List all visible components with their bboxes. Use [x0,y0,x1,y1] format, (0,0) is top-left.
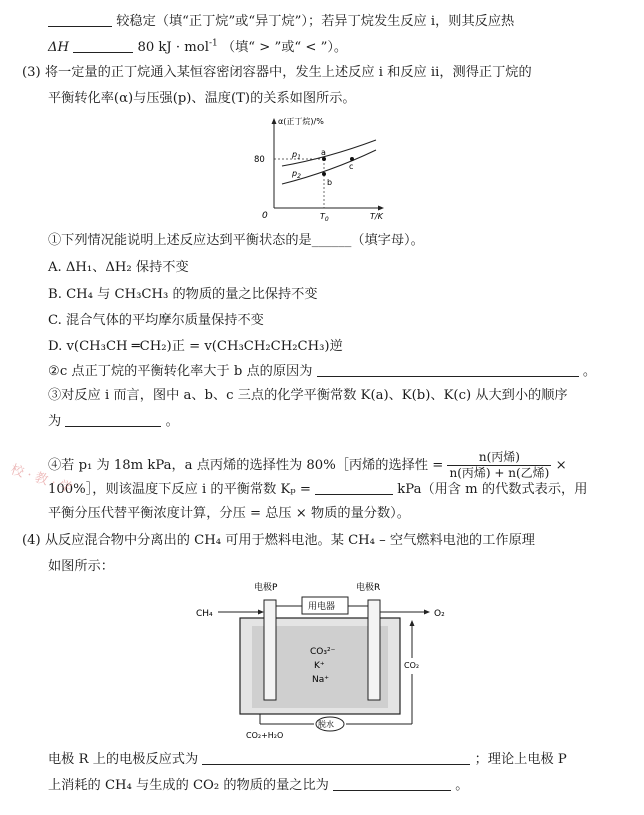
part-3-line-1: (3) 将一定量的正丁烷通入某恒容密闭容器中，发生上述反应 ⅰ 和反应 ⅱ，测得正丁烷的 [22,65,532,80]
electrode-r [368,600,380,700]
answer-blank[interactable] [73,38,133,53]
co2-label: CO₂ [404,661,420,670]
watermark: 校 · 教 · 学 [8,462,74,497]
part-3-line-2: 平衡转化率(α)与压强(p)、温度(T)的关系如图所示。 [48,91,356,106]
ion-potassium: K⁺ [314,661,325,671]
part-4-line-2: 如图所示： [48,559,114,574]
line-1: 较稳定（填“正丁烷”或“异丁烷”）；若异丁烷发生反应 ⅰ，则其反应热 [48,12,514,31]
option-c: C. 混合气体的平均摩尔质量保持不变 [48,313,264,328]
external-circuit [270,597,374,614]
ion-sodium: Na⁺ [312,675,329,685]
outlet-label: CO₂+H₂O [246,731,284,740]
fuel-cell-diagram [190,578,460,740]
question-4-line-2: 100%］，则该温度下反应 ⅰ 的平衡常数 Kₚ = kPa（用含 m 的代数式表示，用 [48,482,588,497]
question-2: ②c 点正丁烷的平衡转化率大于 b 点的原因为 。 [48,364,597,379]
answer-blank[interactable] [65,412,161,427]
device-label: 用电器 [308,602,336,612]
electrode-r-label: 电极R [356,583,381,593]
label-p1: $p_1$ [292,150,301,161]
point-a [322,157,326,161]
answer-blank[interactable] [315,480,393,495]
label-p2: $p_2$ [292,169,301,180]
electrode-p [264,600,276,700]
selectivity-fraction: $\frac{\text{n(丙烯)}}{\text{n(丙烯) + n(乙烯)}}$ [449,450,550,480]
x-axis [274,206,384,211]
question-4-line-3: 平衡分压代替平衡浓度计算，分压 = 总压 × 物质的量分数）。 [48,506,410,521]
conversion-chart [240,112,400,222]
y-tick-80: 80 [254,155,265,165]
point-c [350,157,354,161]
origin-label: 0 [262,211,268,221]
final-line-2: 上消耗的 CH₄ 与生成的 CO₂ 的物质的量之比为 。 [48,778,469,793]
label-c: c [349,162,354,171]
o2-label: O₂ [434,609,445,619]
answer-blank[interactable] [48,12,112,27]
ch4-inlet-label: CH₄ [196,609,213,619]
question-3-answer: 为 。 [48,414,179,429]
x-tick-t0: $T_0$ [320,212,329,222]
y-axis-label: α(正丁烷)/% [278,117,324,126]
answer-blank[interactable] [333,776,451,791]
option-a: A. ΔH₁、ΔH₂ 保持不变 [48,260,189,275]
final-line-1: 电极 R 上的电极反应式为 ；理论上电极 P [48,752,567,767]
question-4: ④若 p₁ 为 18m kPa，a 点丙烯的选择性为 80%［丙烯的选择性 = $\frac{\text{n(丙烯)}}{\text{n(丙烯) + n(乙烯)}}$ × [48,450,567,480]
question-1: ①下列情况能说明上述反应达到平衡状态的是______（填字母）。 [48,233,424,248]
option-d: D. v(CH₃CH ═CH₂)正 = v(CH₃CH₂CH₂CH₃)逆 [48,339,343,354]
electrode-p-label: 电极P [254,583,278,593]
option-b: B. CH₄ 与 CH₃CH₃ 的物质的量之比保持不变 [48,287,318,302]
y-axis [272,118,277,208]
x-axis-label: T/K [370,212,383,221]
ion-carbonate: CO₃²⁻ [310,647,336,657]
answer-blank[interactable] [202,750,470,765]
answer-blank[interactable] [317,362,579,377]
dewater-label: 脱水 [318,720,334,729]
label-b: b [327,178,333,187]
question-3: ③对反应 ⅰ 而言，图中 a、b、c 三点的化学平衡常数 K(a)、K(b)、K(c) 从大到小的顺序 [48,388,568,403]
label-a: a [321,148,326,157]
line-2: ΔH 80 kJ · mol$^{-1}$ （填“ > ”或“ < ”）。 [48,38,348,55]
part-4-line-1: (4) 从反应混合物中分离出的 CH₄ 可用于燃料电池。某 CH₄ – 空气燃料电池的工作原理 [22,533,535,548]
point-b [322,172,326,176]
